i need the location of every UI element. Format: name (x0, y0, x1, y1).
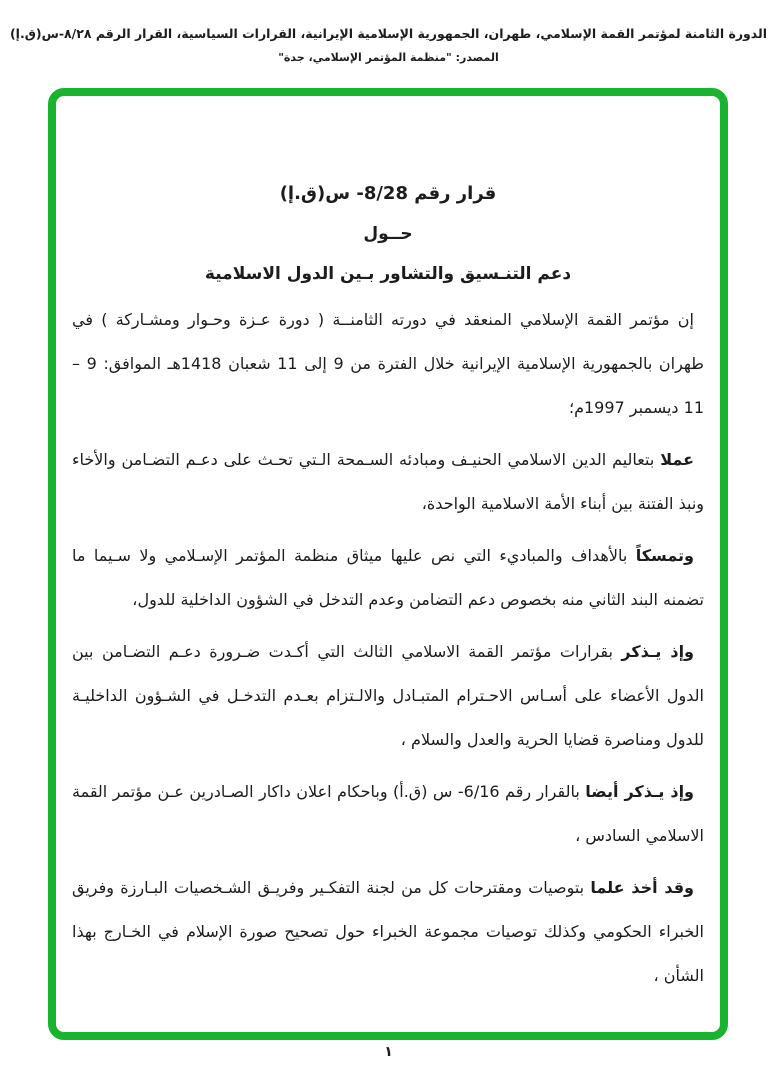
paragraph-2-text: بتعاليم الدين الاسلامي الحنيـف ومبادئه السـمحة الـتي تحـث على دعـم التضـامن والأخاء ونبذ الفتنة بين أبناء الأمة الاسلامية الواحدة، (72, 450, 704, 513)
header-session-line: الدورة الثامنة لمؤتمر القمة الإسلامي، طهران، الجمهورية الإسلامية الإيرانية، القرارات السياسية، القرار الرقم ٨/٢٨-س(ق.إ) (9, 26, 768, 41)
paragraph-4-lead: وإذ يـذكر (621, 642, 695, 661)
preamble-paragraph-3 (72, 534, 704, 622)
paragraph-5-lead: وإذ يـذكر أيضا (585, 782, 694, 801)
paragraph-4-text: بقرارات مؤتمر القمة الاسلامي الثالث التي أكـدت ضـرورة دعـم التضـامن بين الدول الأعضاء على أسـاس الاحـترام المتبـادل والالـتزام بعـدم التدخـل في الشـؤون الداخليـة للدول ومناصرة قضايا الحرية والعدل والسلام ، (72, 642, 704, 749)
resolution-number-title: قرار رقم 8/28- س(ق.إ) (279, 183, 497, 204)
preamble-paragraph-6 (72, 866, 704, 998)
resolution-body (72, 298, 704, 998)
paragraph-1-text: إن مؤتمر القمة الإسلامي المنعقد في دورته الثامنــة ( دورة عـزة وحـوار ومشـاركة ) في طهران بالجمهورية الإسلامية الإيرانية خلال الفترة من 9 إلى 11 شعبان 1418هـ الموافق: 9 – 11 ديسمبر 1997م؛ (72, 310, 705, 417)
resolution-subject-title: دعم التنـسيق والتشاور بـين الدول الاسلامية (204, 264, 572, 284)
paragraph-3-lead: وتمسكاً (635, 546, 694, 565)
page-number: ١ (384, 1044, 393, 1060)
document-frame (48, 88, 728, 1040)
preamble-paragraph-5 (72, 770, 704, 858)
paragraph-6-lead: وقد أخذ علما (590, 878, 694, 897)
header-source-line: المصدر: "منظمة المؤتمر الإسلامي، جدة" (278, 51, 499, 64)
paragraph-2-lead: عملا (660, 450, 694, 469)
title-block (72, 174, 704, 294)
preamble-paragraph-2 (72, 438, 704, 526)
paragraph-5-text: بالقرار رقم 6/16- س (ق.أ) وباحكام اعلان داكار الصـادرين عـن مؤتمر القمة الاسلامي السادس ، (72, 782, 704, 845)
paragraph-6-text: بتوصيات ومقترحات كل من لجنة التفكـير وفريـق الشـخصيات البـارزة وفريق الخبراء الحكومي وكذلك توصيات مجموعة الخبراء حول تصحيح صورة الإسلام في الخـارج بهذا الشأن ، (72, 878, 704, 985)
preamble-paragraph-1 (72, 298, 704, 430)
paragraph-3-text: بالأهداف والمباديء التي نص عليها ميثاق منظمة المؤتمر الإسـلامي ولا سـيما ما تضمنه البند الثاني منه بخصوص دعم التضامن وعدم التدخل في الشؤون الداخلية للدول، (72, 546, 704, 609)
document-header (0, 26, 777, 64)
title-about-word: حــول (363, 224, 413, 244)
preamble-paragraph-4 (72, 630, 704, 762)
